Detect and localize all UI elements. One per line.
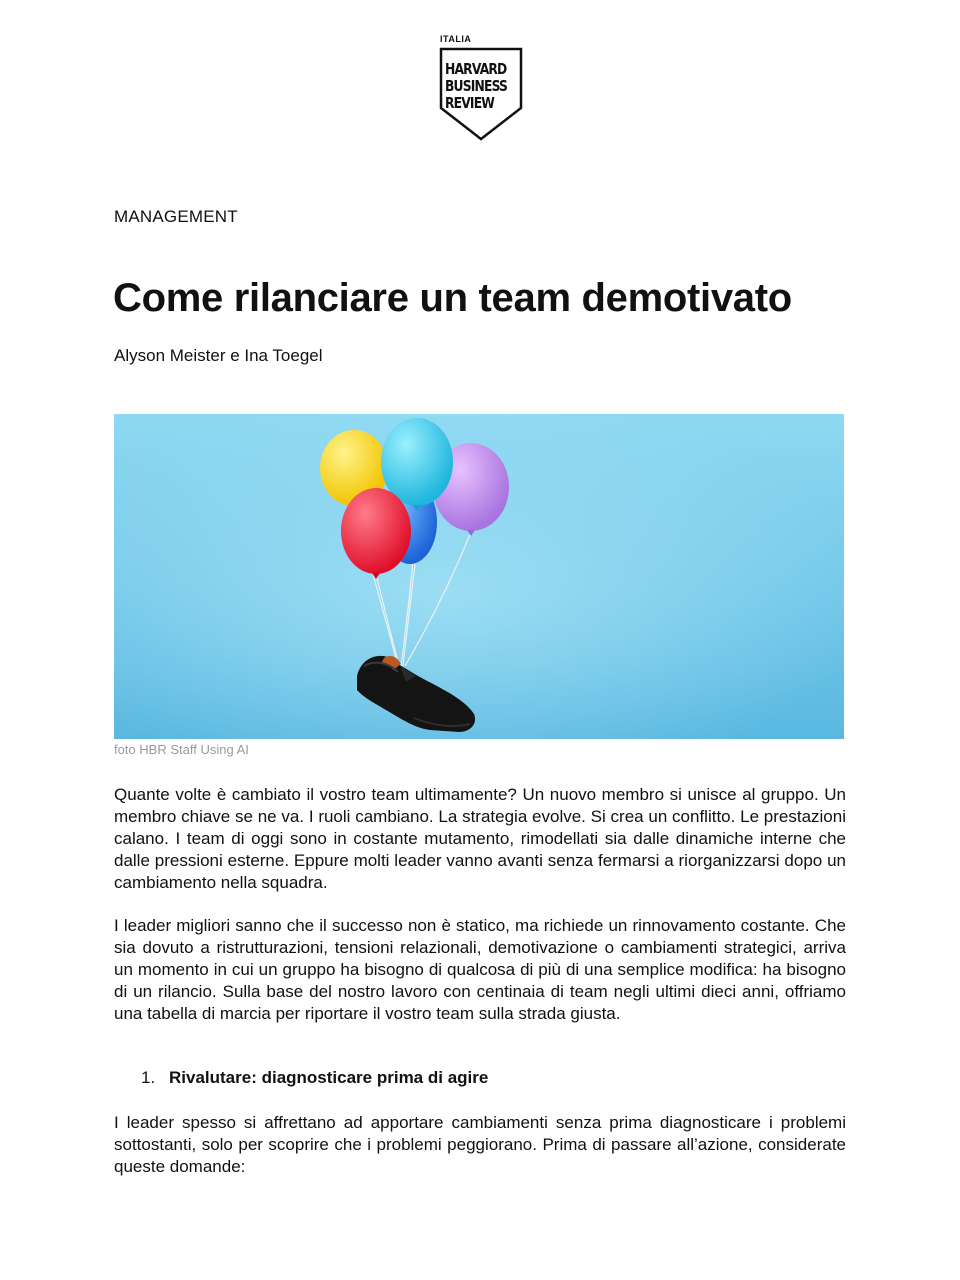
image-caption: foto HBR Staff Using AI: [114, 742, 249, 757]
paragraph-diagnose: I leader spesso si affrettano ad apportare cambiamenti senza prima diagnosticare i problemi sottostanti, solo per scoprire che i problemi peggiorano. Prima di passare all’azione, considerate queste domande:: [114, 1113, 846, 1176]
logo-line-1: HARVARD: [445, 60, 507, 78]
list-item-number: 1.: [141, 1068, 156, 1087]
hero-image: [114, 414, 844, 739]
paragraph-intro: Quante volte è cambiato il vostro team ultimamente? Un nuovo membro si unisce al gruppo. Un membro chiave se ne va. I ruoli cambiano. La strategia evolve. Si crea un conflitto. Le prestazioni calano. I team di oggi sono in costante mutamento, rimodellati sia dalle dinamiche interne che dalle pressioni esterne. Eppure molti leader vanno avanti senza fermarsi a riorganizzarsi dopo un cambiamento nella squadra.: [114, 785, 846, 892]
hbr-logo: [438, 34, 526, 142]
logo-line-3: REVIEW: [445, 94, 495, 112]
article-authors: Alyson Meister e Ina Toegel: [114, 346, 323, 365]
logo-region: ITALIA: [440, 34, 472, 44]
balloons-shoe-illustration: [114, 414, 844, 739]
list-item-heading: Rivalutare: diagnosticare prima di agire: [169, 1068, 489, 1087]
shield-icon: [438, 46, 524, 142]
list-item: [141, 1068, 488, 1088]
logo-line-2: BUSINESS: [445, 77, 508, 95]
article-title: Come rilanciare un team demotivato: [113, 276, 792, 320]
paragraph-leaders: I leader migliori sanno che il successo non è statico, ma richiede un rinnovamento costante. Che sia dovuto a ristrutturazioni, tensioni relazionali, demotivazione o cambiamenti strategici, arriva un momento in cui un gruppo ha bisogno di qualcosa di più di una semplice modifica: ha bisogno di un rilancio. Sulla base del nostro lavoro con centinaia di team negli ultimi dieci anni, offriamo una tabella di marcia per riportare il vostro team sulla strada giusta.: [114, 916, 846, 1023]
section-label: MANAGEMENT: [114, 207, 238, 226]
